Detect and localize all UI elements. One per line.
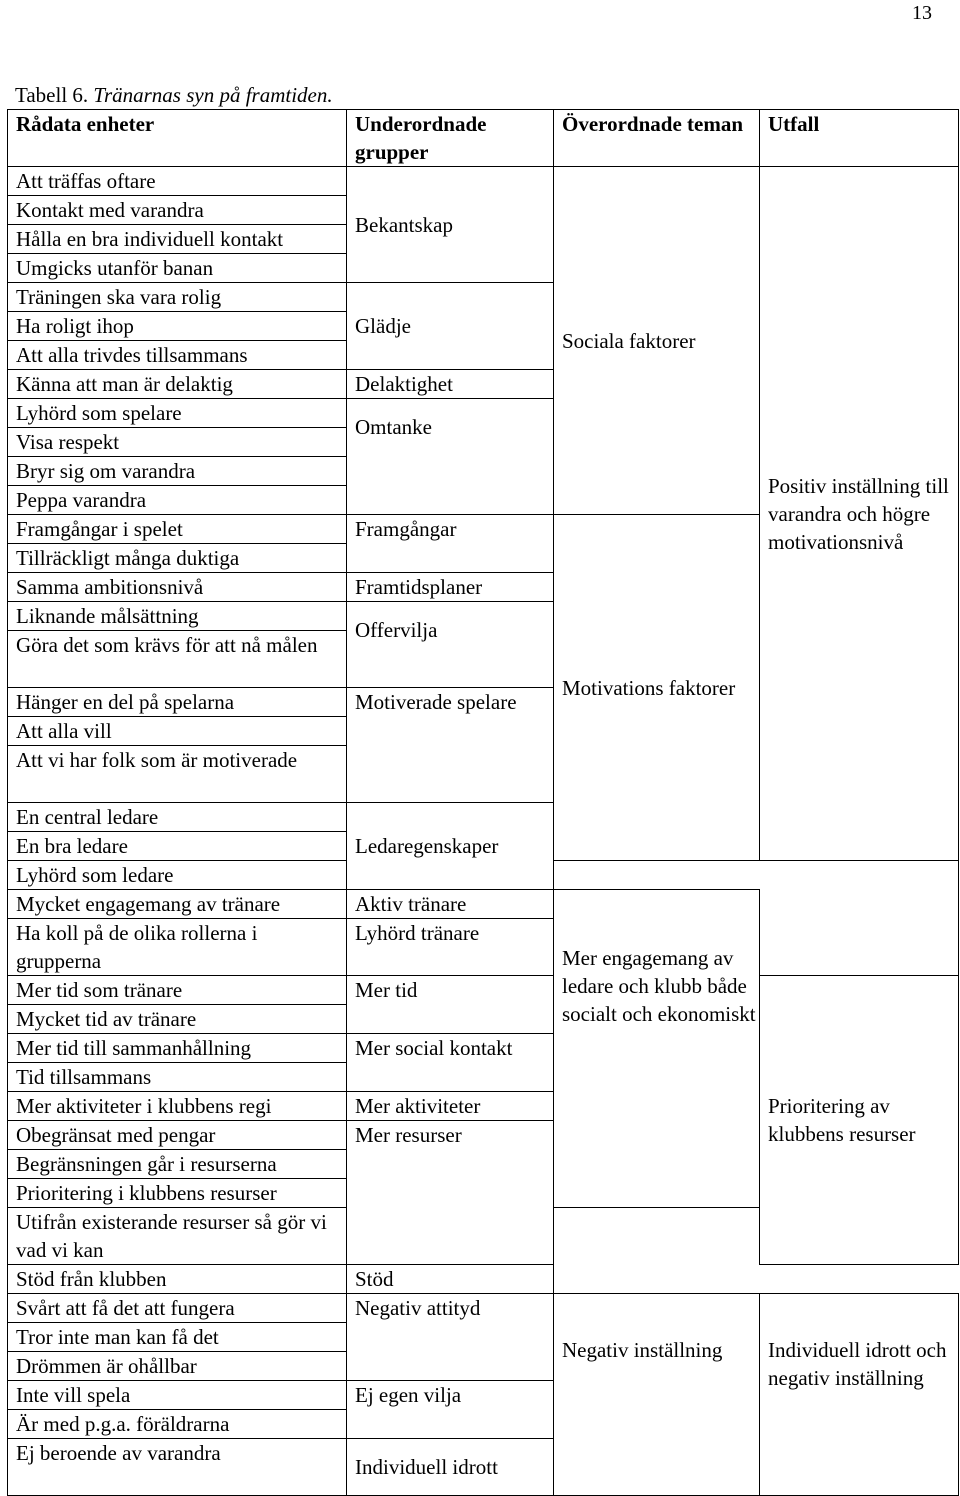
group-cell: Ej egen vilja: [347, 1381, 554, 1439]
raw-unit-cell: Framgångar i spelet: [8, 515, 347, 544]
header-themes: Överordnade teman: [554, 110, 760, 167]
table-row: [8, 976, 959, 1005]
group-cell: Offervilja: [347, 602, 554, 688]
raw-unit-cell: Prioritering i klubbens resurser: [8, 1179, 347, 1208]
caption-title: Tränarnas syn på framtiden.: [93, 83, 333, 107]
group-cell: Motiverade spelare: [347, 688, 554, 803]
raw-unit-cell: Träningen ska vara rolig: [8, 283, 347, 312]
group-cell: Aktiv tränare: [347, 890, 554, 919]
group-cell: Mer resurser: [347, 1121, 554, 1265]
raw-unit-cell: Tror inte man kan få det: [8, 1323, 347, 1352]
raw-unit-cell: Hålla en bra individuell kontakt: [8, 225, 347, 254]
coding-table: [7, 109, 959, 1496]
raw-unit-cell: Peppa varandra: [8, 486, 347, 515]
group-cell: Delaktighet: [347, 370, 554, 399]
raw-unit-cell: Bryr sig om varandra: [8, 457, 347, 486]
raw-unit-cell: Stöd från klubben: [8, 1265, 347, 1294]
table-row: [8, 919, 959, 976]
theme-cell: Sociala faktorer: [554, 167, 760, 515]
raw-unit-cell: Tid tillsammans: [8, 1063, 347, 1092]
raw-unit-cell: Ha roligt ihop: [8, 312, 347, 341]
header-raw-units: Rådata enheter: [8, 110, 347, 167]
raw-unit-cell: Ej beroende av varandra: [8, 1439, 347, 1496]
group-cell: Omtanke: [347, 399, 554, 515]
raw-unit-cell: Samma ambitionsnivå: [8, 573, 347, 602]
raw-unit-cell: Mycket engagemang av tränare: [8, 890, 347, 919]
header-subgroups: Underordnade grupper: [347, 110, 554, 167]
group-cell: Mer tid: [347, 976, 554, 1034]
theme-cell: Motivations faktorer: [554, 515, 760, 861]
table-row: [8, 1294, 959, 1323]
raw-unit-cell: Att alla trivdes tillsammans: [8, 341, 347, 370]
raw-unit-cell: Tillräckligt många duktiga: [8, 544, 347, 573]
raw-unit-cell: Svårt att få det att fungera: [8, 1294, 347, 1323]
group-cell: Framtidsplaner: [347, 573, 554, 602]
group-cell: Mer social kontakt: [347, 1034, 554, 1092]
page-number: 13: [912, 2, 932, 24]
raw-unit-cell: Känna att man är delaktig: [8, 370, 347, 399]
table-row: [8, 167, 959, 196]
raw-unit-cell: Utifrån existerande resurser så gör vi vad vi kan: [8, 1208, 347, 1265]
raw-unit-cell: Begränsningen går i resurserna: [8, 1150, 347, 1179]
raw-unit-cell: Liknande målsättning: [8, 602, 347, 631]
raw-unit-cell: Kontakt med varandra: [8, 196, 347, 225]
raw-unit-cell: Att vi har folk som är motiverade: [8, 746, 347, 803]
group-cell: Glädje: [347, 283, 554, 370]
table-row: [8, 1265, 959, 1294]
group-cell: Lyhörd tränare: [347, 919, 554, 976]
raw-unit-cell: Lyhörd som spelare: [8, 399, 347, 428]
raw-unit-cell: En bra ledare: [8, 832, 347, 861]
group-cell: Mer aktiviteter: [347, 1092, 554, 1121]
group-cell: Stöd: [347, 1265, 554, 1294]
raw-unit-cell: Visa respekt: [8, 428, 347, 457]
group-cell: Framgångar: [347, 515, 554, 573]
raw-unit-cell: Ha koll på de olika rollerna i grupperna: [8, 919, 347, 976]
outcome-cell: Individuell idrott och negativ inställning: [760, 1294, 959, 1496]
header-row: [8, 110, 959, 167]
raw-unit-cell: Mer tid till sammanhållning: [8, 1034, 347, 1063]
raw-unit-cell: Mer tid som tränare: [8, 976, 347, 1005]
table-caption: [15, 83, 333, 108]
theme-cell: Prioritering av klubbens resurser: [760, 976, 959, 1265]
raw-unit-cell: Att alla vill: [8, 717, 347, 746]
raw-unit-cell: En central ledare: [8, 803, 347, 832]
raw-unit-cell: Göra det som krävs för att nå målen: [8, 631, 347, 688]
table-row: [8, 890, 959, 919]
group-cell: Individuell idrott: [347, 1439, 554, 1496]
raw-unit-cell: Hänger en del på spelarna: [8, 688, 347, 717]
raw-unit-cell: Att träffas oftare: [8, 167, 347, 196]
group-cell: Negativ attityd: [347, 1294, 554, 1381]
theme-cell: Negativ inställning: [554, 1294, 760, 1496]
raw-unit-cell: Är med p.g.a. föräldrarna: [8, 1410, 347, 1439]
raw-unit-cell: Drömmen är ohållbar: [8, 1352, 347, 1381]
header-outcome: Utfall: [760, 110, 959, 167]
group-cell: Bekantskap: [347, 167, 554, 283]
raw-unit-cell: Lyhörd som ledare: [8, 861, 347, 890]
raw-unit-cell: Inte vill spela: [8, 1381, 347, 1410]
raw-unit-cell: Obegränsat med pengar: [8, 1121, 347, 1150]
outcome-cell: Positiv inställning till varandra och högre motivationsnivå: [760, 167, 959, 861]
outcome-cell: Mer engagemang av ledare och klubb både socialt och ekonomiskt: [554, 890, 760, 1208]
raw-unit-cell: Mycket tid av tränare: [8, 1005, 347, 1034]
group-cell: Ledaregenskaper: [347, 803, 554, 890]
raw-unit-cell: Mer aktiviteter i klubbens regi: [8, 1092, 347, 1121]
raw-unit-cell: Umgicks utanför banan: [8, 254, 347, 283]
caption-label: Tabell 6.: [15, 83, 89, 107]
